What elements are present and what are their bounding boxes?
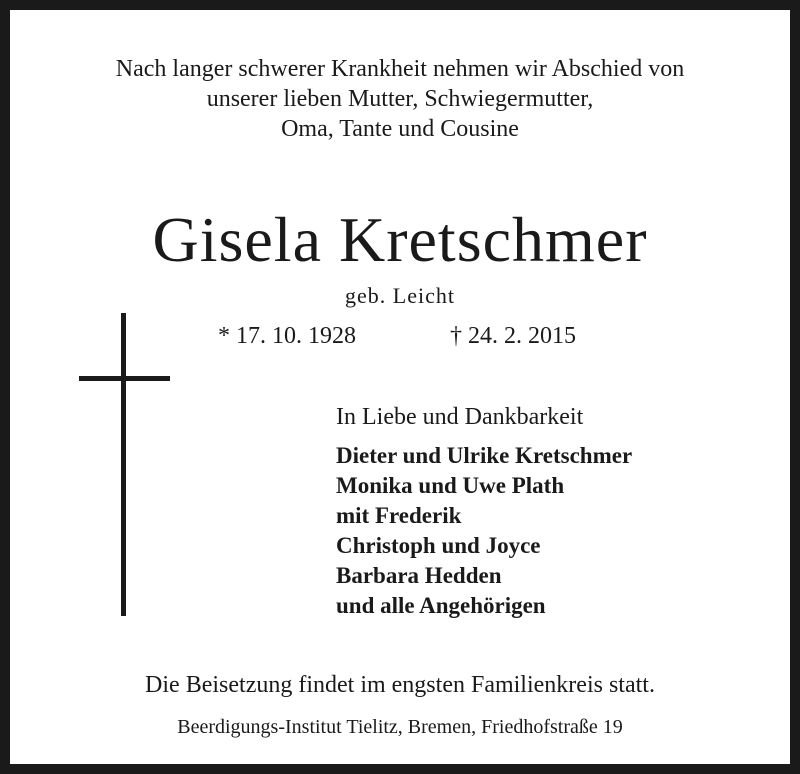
- death-date: † 24. 2. 2015: [450, 323, 576, 349]
- deceased-name: Gisela Kretschmer: [152, 204, 648, 275]
- intro-text: [20, 54, 780, 144]
- mourners-list: [336, 441, 632, 621]
- intro-line: Oma, Tante und Cousine: [281, 116, 519, 142]
- mourner-item: Christoph und Joyce: [336, 533, 541, 558]
- mourner-item: mit Frederik: [336, 503, 462, 528]
- mourner-item: und alle Angehörigen: [336, 593, 546, 618]
- maiden-name: geb. Leicht: [345, 283, 455, 308]
- burial-note: Die Beisetzung findet im engsten Familienkreis statt.: [145, 672, 655, 698]
- mourner-item: Barbara Hedden: [336, 563, 502, 588]
- intro-line: Nach langer schwerer Krankheit nehmen wir Abschied von: [115, 56, 685, 82]
- mourner-item: Dieter und Ulrike Kretschmer: [336, 443, 633, 468]
- mourners-intro: In Liebe und Dankbarkeit: [336, 404, 584, 430]
- birth-date: * 17. 10. 1928: [218, 323, 356, 349]
- funeral-home: Beerdigungs-Institut Tielitz, Bremen, Friedhofstraße 19: [177, 716, 623, 738]
- intro-line: unserer lieben Mutter, Schwiegermutter,: [206, 86, 594, 112]
- mourner-item: Monika und Uwe Plath: [336, 473, 565, 498]
- cross-horizontal-bar: [79, 376, 170, 381]
- cross-vertical-bar: [121, 313, 126, 616]
